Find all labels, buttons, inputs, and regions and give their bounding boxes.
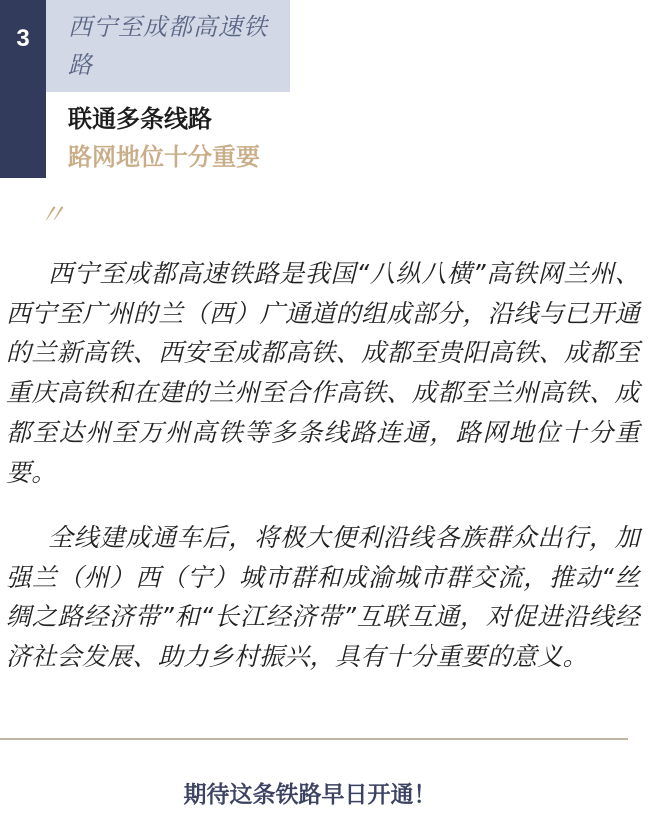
- closing-text: 期待这条铁路早日开通！: [183, 782, 437, 808]
- section-subtitle-line2: 路网地位十分重要: [68, 143, 260, 171]
- section-number: 3: [16, 25, 30, 52]
- body-paragraph-1: 西宁至成都高速铁路是我国“八纵八横”高铁网兰州、西宁至广州的兰（西）广通道的组成部分，沿线与已开通的兰新高铁、西安至成都高铁、成都至贵阳高铁、成都至重庆高铁和在建的兰州至合作高铁、成都至兰州高铁、成都至达州至万州高铁等多条线路连通，路网地位十分重要。: [6, 259, 640, 487]
- section-subtitle-line1: 联通多条线路: [68, 105, 212, 133]
- section-title-box: [46, 0, 290, 92]
- quote-mark-icon: 〃: [38, 198, 65, 231]
- divider: [0, 738, 628, 740]
- section-title: 西宁至成都高速铁路: [68, 13, 268, 79]
- section-header: [0, 0, 300, 180]
- section-number-bar: [0, 0, 46, 178]
- body-paragraph-2: 全线建成通车后，将极大便利沿线各族群众出行，加强兰（州）西（宁）城市群和成渝城市群交流，推动“丝绸之路经济带”和“长江经济带”互联互通，对促进沿线经济社会发展、助力乡村振兴，具有十分重要的意义。: [6, 523, 640, 672]
